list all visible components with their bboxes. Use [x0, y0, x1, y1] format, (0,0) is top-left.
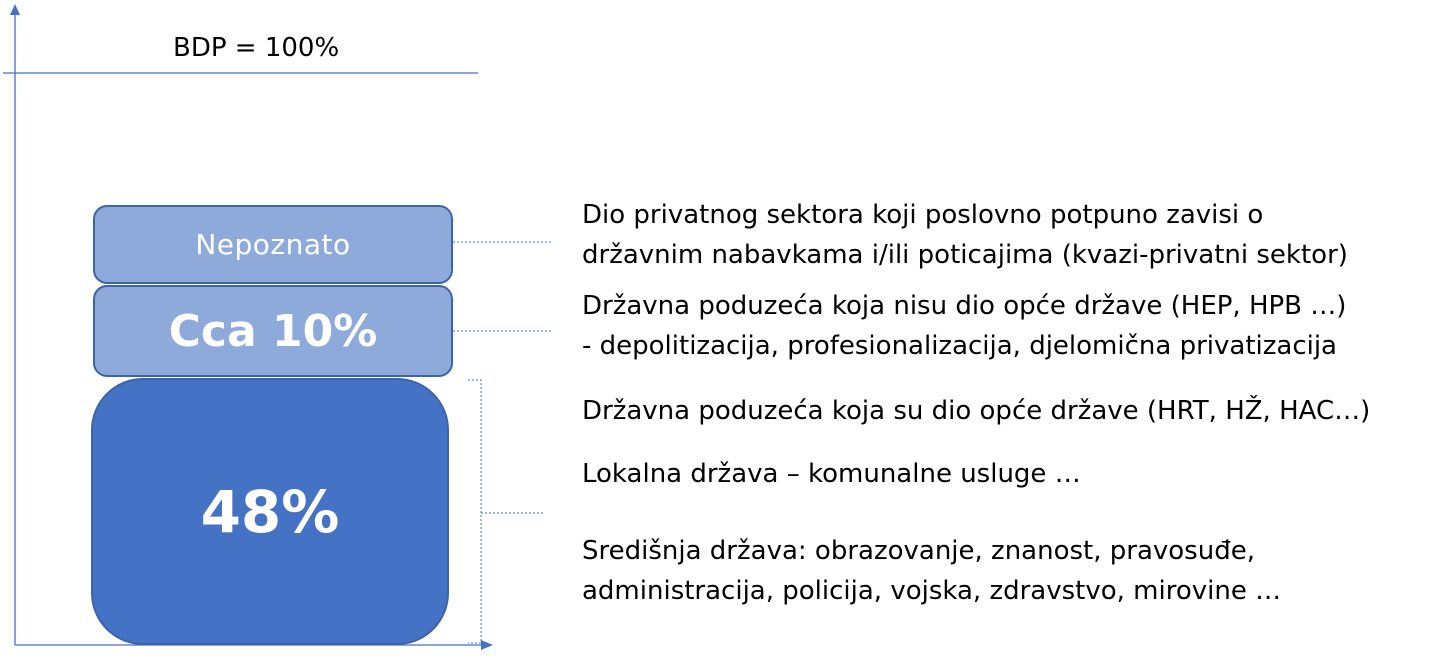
soe-outside-line-2: - depolitizacija, profesionalizacija, djelomična privatizacija	[582, 331, 1337, 361]
quasi-private-description	[582, 195, 1348, 275]
local-government-description	[582, 454, 1081, 494]
bracket-general-government	[468, 380, 481, 643]
soe-inside-line: Državna poduzeća koja su dio opće države (HRT, HŽ, HAC…)	[582, 396, 1371, 426]
central-government-description	[582, 531, 1281, 611]
soe-inside-description	[582, 391, 1370, 431]
local-government-line: Lokalna država – komunalne usluge …	[582, 459, 1081, 489]
y-axis-arrow	[10, 4, 20, 15]
soe-outside-line-1: Državna poduzeća koja nisu dio opće države (HEP, HPB …)	[582, 291, 1347, 321]
quasi-private-line-1: Dio privatnog sektora koji poslovno potpuno zavisi o	[582, 200, 1264, 230]
unknown-share-label: Nepoznato	[195, 228, 351, 261]
central-government-line-1: Središnja država: obrazovanje, znanost, pravosuđe,	[582, 536, 1255, 566]
central-government-line-2: administracija, policija, vojska, zdravstvo, mirovine …	[582, 576, 1282, 606]
general-government-share-block	[91, 378, 449, 645]
general-government-share-label: 48%	[200, 477, 340, 546]
gdp-label: BDP = 100%	[173, 33, 340, 63]
quasi-private-line-2: državnim nabavkama i/ili poticajima (kvazi-privatni sektor)	[582, 240, 1348, 270]
unknown-share-block	[93, 205, 453, 284]
x-axis-arrow	[481, 640, 493, 650]
soe-outside-description	[582, 286, 1346, 366]
soe-outside-share-label: Cca 10%	[168, 305, 378, 357]
soe-outside-share-block	[93, 285, 453, 377]
